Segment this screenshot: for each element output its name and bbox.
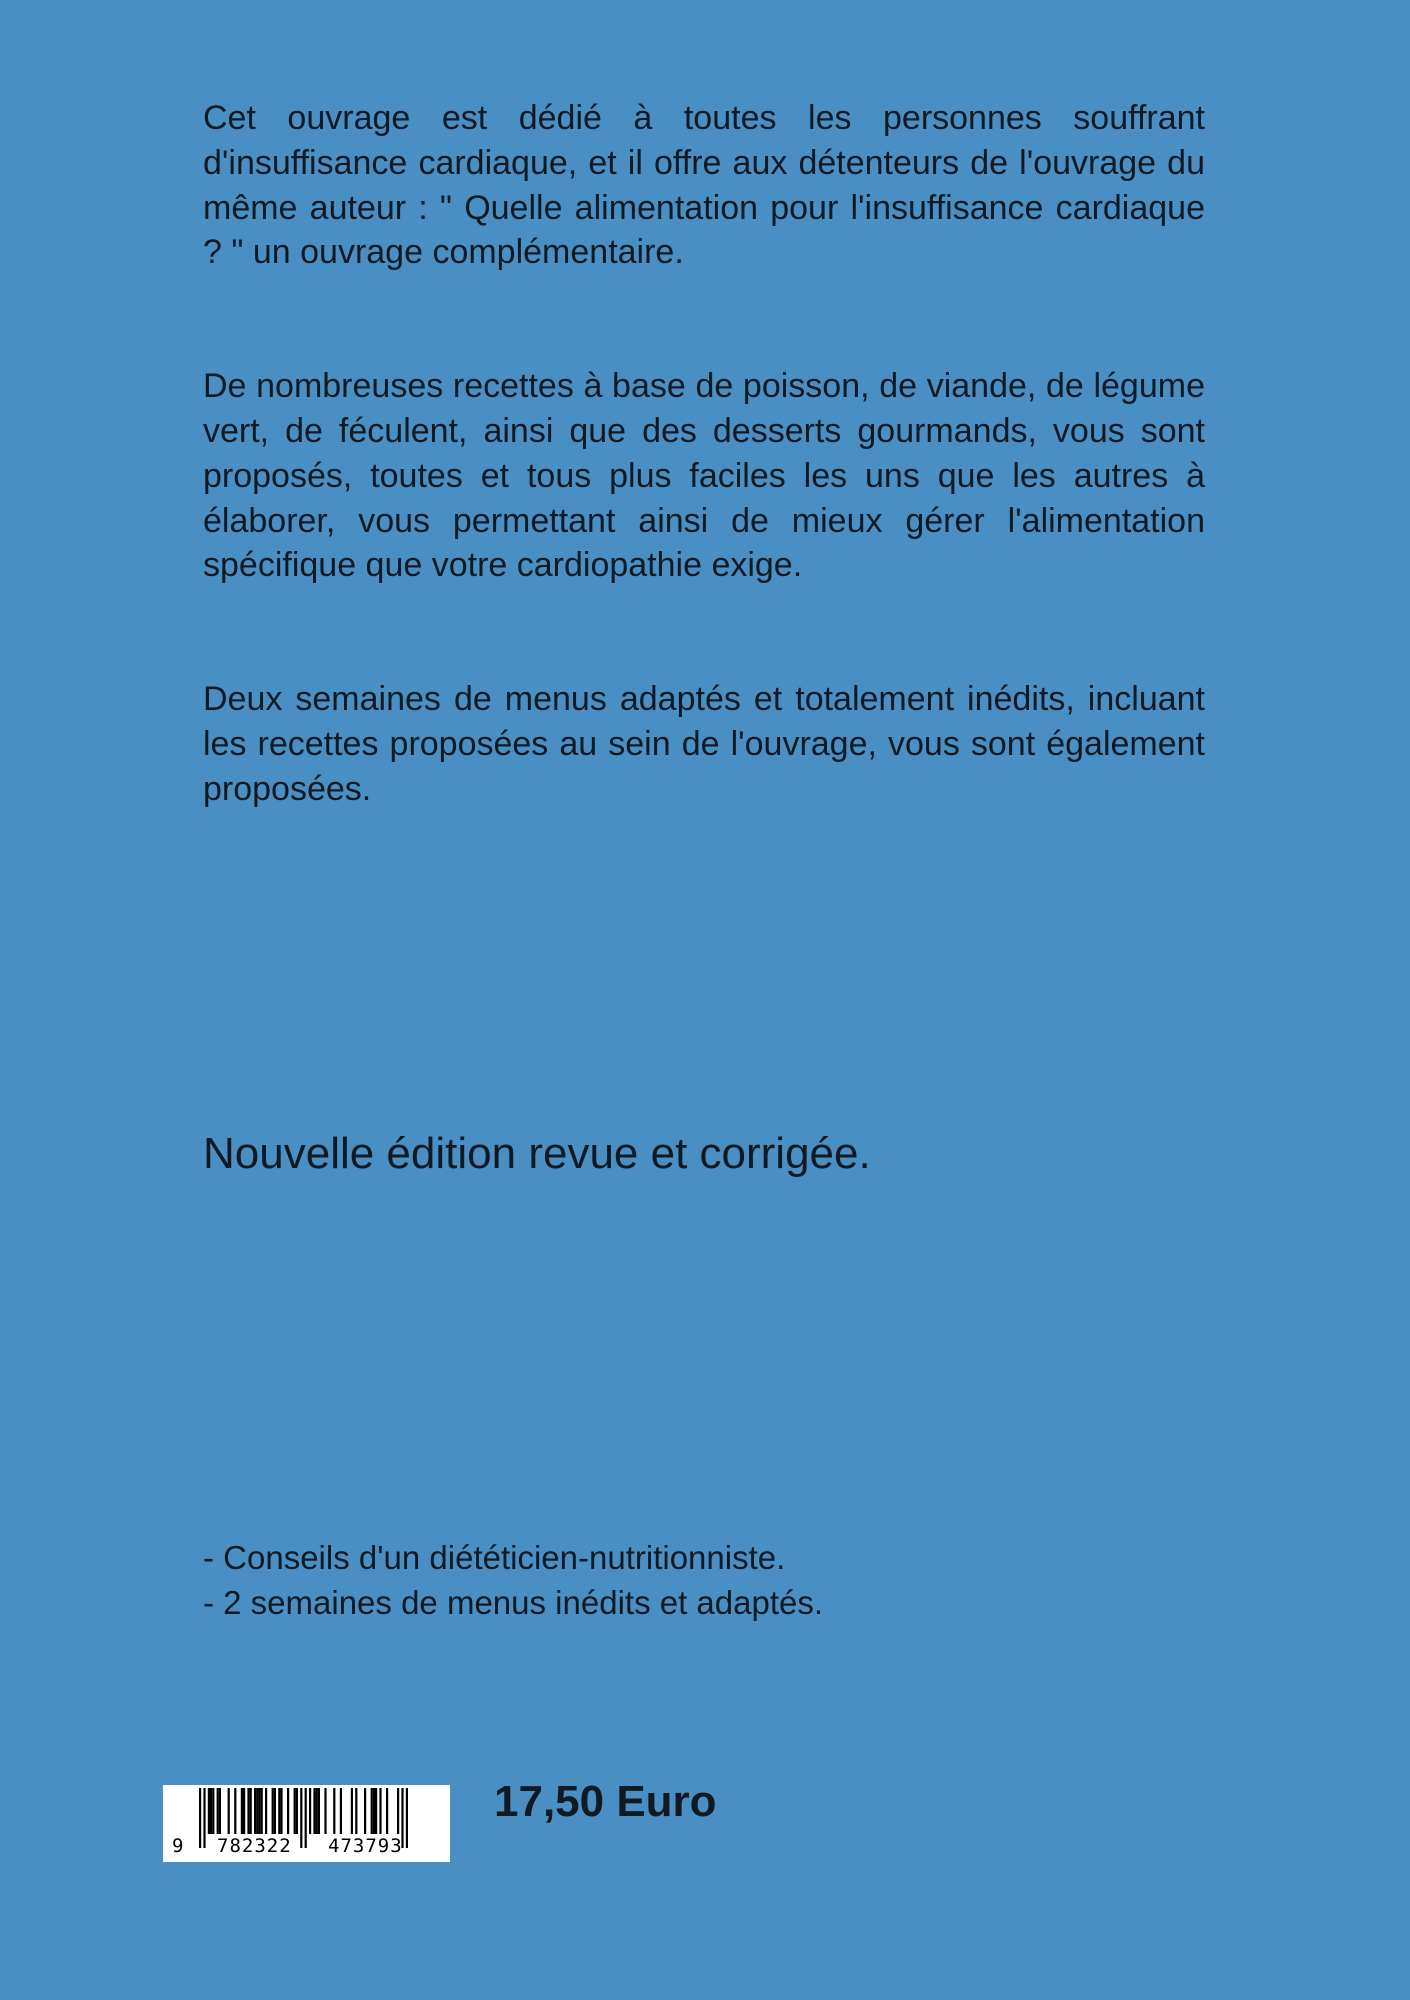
feature-item: - 2 semaines de menus inédits et adaptés. bbox=[203, 1583, 824, 1621]
barcode-bar bbox=[316, 1788, 318, 1834]
barcode-bar bbox=[379, 1788, 381, 1834]
barcode-bar bbox=[351, 1788, 353, 1834]
barcode-bar bbox=[217, 1788, 219, 1834]
feature-list bbox=[203, 1536, 823, 1626]
edition-note: Nouvelle édition revue et corrigée. bbox=[203, 1129, 871, 1178]
barcode-bar bbox=[280, 1788, 282, 1834]
barcode-bar bbox=[355, 1788, 357, 1834]
description-paragraph-1: Cet ouvrage est dédié à toutes les personnes souffrant d'insuffisance cardiaque, et il offre aux détenteurs de l'ouvrage du même auteur : " Quelle alimentation pour l'insuffisance cardiaque ? " un ouvrage complémentaire. bbox=[203, 99, 1205, 272]
barcode-bar bbox=[375, 1788, 377, 1834]
barcode-bar bbox=[256, 1788, 258, 1834]
barcode-bar bbox=[212, 1788, 214, 1834]
barcode-bar bbox=[313, 1788, 315, 1834]
feature-item: - Conseils d'un diététicien-nutritionniste. bbox=[203, 1539, 786, 1576]
barcode-bar bbox=[309, 1788, 311, 1834]
barcode-bar bbox=[386, 1788, 388, 1834]
barcode-bar bbox=[265, 1788, 267, 1834]
price: 17,50 Euro bbox=[494, 1777, 717, 1826]
barcode-bar bbox=[272, 1788, 274, 1834]
barcode-left-group: 782322 bbox=[217, 1835, 292, 1857]
barcode-bar bbox=[324, 1788, 326, 1834]
barcode-bar bbox=[274, 1788, 276, 1834]
barcode-bar bbox=[318, 1788, 320, 1834]
isbn-barcode bbox=[163, 1785, 450, 1862]
barcode-bar bbox=[278, 1788, 280, 1834]
barcode-digits bbox=[163, 1832, 450, 1860]
barcode-bar bbox=[228, 1788, 230, 1834]
barcode-bar bbox=[250, 1788, 252, 1834]
barcode-bar bbox=[247, 1788, 249, 1834]
barcode-bar bbox=[333, 1788, 335, 1834]
barcode-first-digit: 9 bbox=[172, 1835, 184, 1857]
barcode-bar bbox=[373, 1788, 375, 1834]
barcode-bar bbox=[208, 1788, 210, 1834]
barcode-bar bbox=[364, 1788, 366, 1834]
barcode-bar bbox=[340, 1788, 342, 1834]
barcode-bar bbox=[397, 1788, 399, 1834]
barcode-bar bbox=[219, 1788, 221, 1834]
barcode-bar bbox=[241, 1788, 243, 1834]
barcode-bar bbox=[243, 1788, 245, 1834]
barcode-bar bbox=[371, 1788, 373, 1834]
barcode-bar bbox=[258, 1788, 260, 1834]
barcode-right-group: 473793 bbox=[328, 1835, 403, 1857]
description-paragraph-3: Deux semaines de menus adaptés et totalement inédits, incluant les recettes proposées au sein de l'ouvrage, vous sont également proposées. bbox=[203, 680, 1205, 808]
barcode-bar bbox=[296, 1788, 298, 1834]
barcode-bar bbox=[210, 1788, 212, 1834]
barcode-bar bbox=[294, 1788, 296, 1834]
barcode-bar bbox=[234, 1788, 236, 1834]
barcode-bar bbox=[254, 1788, 256, 1834]
barcode-bar bbox=[261, 1788, 263, 1834]
description bbox=[203, 96, 1205, 812]
description-paragraph-2: De nombreuses recettes à base de poisson, de viande, de légume vert, de féculent, ainsi que des desserts gourmands, vous sont proposés, toutes et tous plus faciles les uns que les autres à élaborer, vous permettant ainsi de mieux gérer l'alimentation spécifique que votre cardiopathie exige. bbox=[203, 367, 1205, 585]
barcode-bar bbox=[287, 1788, 289, 1834]
